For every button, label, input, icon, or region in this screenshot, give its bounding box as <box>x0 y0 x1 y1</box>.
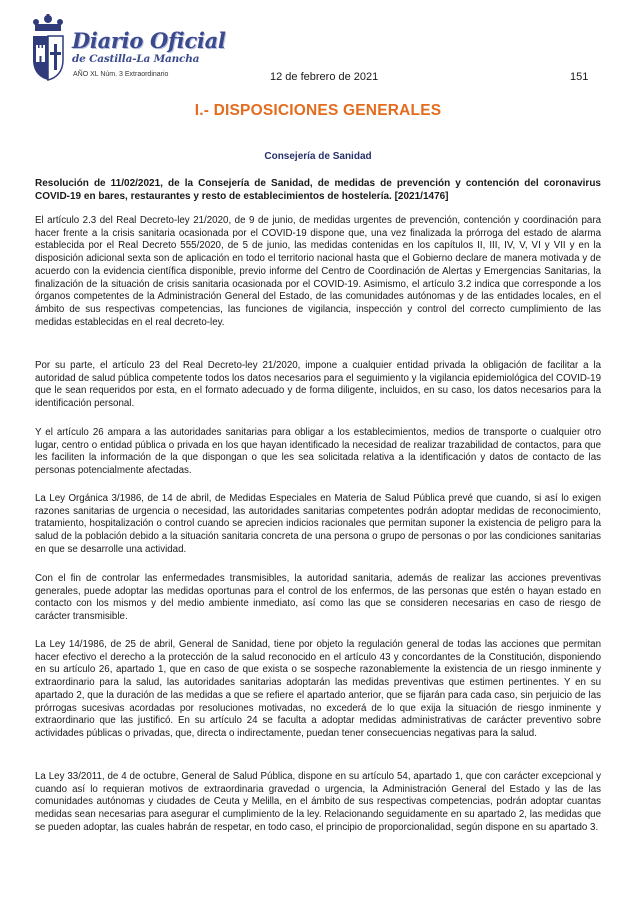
body-paragraph: La Ley 14/1986, de 25 de abril, General de Sanidad, tiene por objeto la regulación general de todas las acciones que permitan hacer efectivo el derecho a la protección de la salud reconocido en el artículo 43 y concordantes de la Constitución, disponiendo en su artículo 26, apartado 1, que en caso de que exista o se sospeche razonablemente la existencia de un riesgo inminente y extraordinario para la salud, las autoridades sanitarias adoptarán las medidas preventivas que estimen pertinentes. Y en su apartado 2, que la duración de las medidas a que se refiere el apartado anterior, que se fijarán para cada caso, sin perjuicio de las prórrogas sucesivas acordadas por resoluciones motivadas, no excederá de lo que exija la situación de riesgo inminente y extraordinario que las justificó. En su artículo 24 se faculta a adoptar medidas administrativas de carácter preventivo sobre actividades públicas o privadas, que, directa o indirectamente, puedan tener consecuencias negativas para la salud. <box>35 639 601 739</box>
page-number: 151 <box>570 71 589 83</box>
body-paragraph: Con el fin de controlar las enfermedades transmisibles, la autoridad sanitaria, además de realizar las acciones preventivas generales, puede adoptar las medidas oportunas para el control de los enfermos, de las personas que estén o hayan estado en contacto con los mismos y del medio ambiente inmediato, así como las que se consideren necesarias en caso de riesgo de carácter transmisible. <box>35 573 601 623</box>
section-title: I.- DISPOSICIONES GENERALES <box>194 102 442 119</box>
department-name: Consejería de Sanidad <box>264 151 372 162</box>
issue-info: AÑO XL Núm. 3 Extraordinario <box>73 71 169 78</box>
issue-date: 12 de febrero de 2021 <box>270 71 379 83</box>
resolution-title: Resolución de 11/02/2021, de la Consejería de Sanidad, de medidas de prevención y contención del coronavirus COVID-19 en bares, restaurantes y resto de establecimientos de hostelería. [2021/1476] <box>35 178 601 202</box>
body-paragraph: Por su parte, el artículo 23 del Real Decreto-ley 21/2020, impone a cualquier entidad privada la obligación de facilitar a la autoridad de salud pública competente todos los datos necesarios para el seguimiento y la vigilancia epidemiológica del COVID-19 que le sean requeridos por esta, en el formato adecuado y de forma diligente, incluidos, en su caso, los datos necesarios para la identificación personal. <box>35 360 601 410</box>
body-paragraph: Y el artículo 26 ampara a las autoridades sanitarias para obligar a los establecimientos, medios de transporte o cualquier otro lugar, centro o entidad pública o privada en los que hayan identificado la necesidad de realizar trazabilidad de contactos, para que les faciliten la información de la que dispongan o que les sea solicitada relativa a la identificación y datos de contacto de las personas potencialmente afectadas. <box>35 427 601 477</box>
publication-title: Diario Oficial <box>72 28 226 53</box>
body-paragraph: El artículo 2.3 del Real Decreto-ley 21/2020, de 9 de junio, de medidas urgentes de prevención, contención y coordinación para hacer frente a la crisis sanitaria ocasionada por el COVID-19 dispone que, una vez finalizada la prórroga del estado de alarma establecida por el Real Decreto 555/2020, de 5 de junio, las medidas contenidas en los capítulos II, III, IV, V, VI y VII y en la disposición adicional sexta son de aplicación en todo el territorio nacional hasta que el Gobierno declare de manera motivada y de acuerdo con la evidencia científica disponible, previo informe del Centro de Coordinación de Alertas y Emergencias Sanitarias, la finalización de la situación de crisis sanitaria ocasionada por el COVID-19. Asimismo, el artículo 3.2 indica que corresponde a los órganos competentes de la Administración General del Estado, de las comunidades autónomas y de las entidades locales, en el ámbito de sus respectivas competencias, las funciones de vigilancia, inspección y control del correcto cumplimiento de las medidas establecidas en el real decreto-ley. <box>35 215 601 328</box>
page-header <box>0 0 636 95</box>
body-paragraph: La Ley Orgánica 3/1986, de 14 de abril, de Medidas Especiales en Materia de Salud Pública prevé que cuando, si así lo exigen razones sanitarias de urgencia o necesidad, las autoridades sanitarias competentes podrán adoptar medidas de reconocimiento, tratamiento, hospitalización o control cuando se aprecien indicios racionales que permitan suponer la existencia de peligro para la salud de la población debido a la situación sanitaria concreta de una persona o grupo de personas o por las condiciones sanitarias en que se desarrolle una actividad. <box>35 493 601 555</box>
body-paragraph: La Ley 33/2011, de 4 de octubre, General de Salud Pública, dispone en su artículo 54, apartado 1, que con carácter excepcional y cuando así lo requieran motivos de extraordinaria gravedad o urgencia, la Administración General del Estado y las de las comunidades autónomas y ciudades de Ceuta y Melilla, en el ámbito de sus respectivas competencias, podrán adoptar cuantas medidas sean necesarias para asegurar el cumplimiento de la ley. Relacionando seguidamente en su apartado 2, las medidas que se pueden adoptar, las cuales habrán de respetar, en todo caso, el principio de proporcionalidad, según dispone en su apartado 3. <box>35 771 601 833</box>
publication-subtitle: de Castilla-La Mancha <box>72 53 200 65</box>
castilla-la-mancha-crest-icon <box>30 14 66 86</box>
